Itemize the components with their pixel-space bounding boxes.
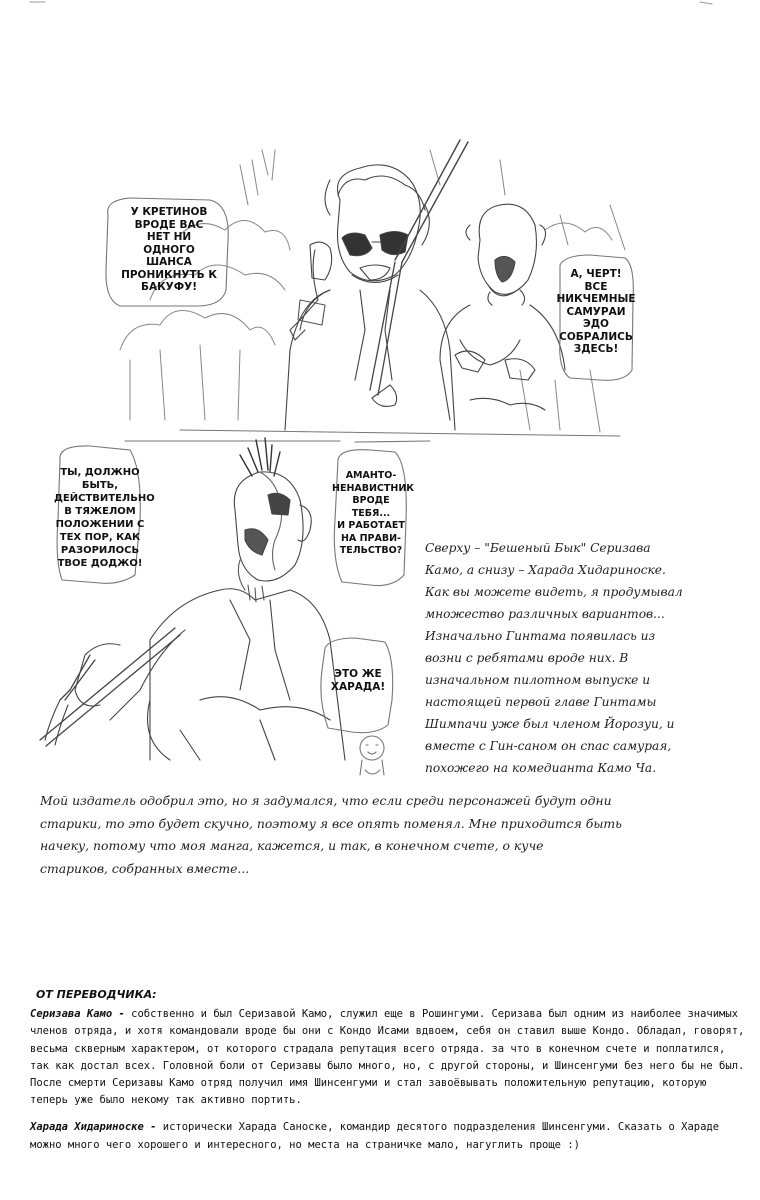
side-note-line: Камо, а снизу – Харада Хидариноске. (425, 563, 666, 577)
panel1-bubble-left (110, 206, 228, 294)
bubble-line: ЭДО (583, 318, 609, 330)
bubble-line: АМАНТО- (345, 470, 397, 481)
side-note-line: вместе с Гин-саном он спас самурая, (425, 739, 672, 753)
bubble-line: ПОЛОЖЕНИИ С (55, 519, 145, 530)
panel2-bubble-small (322, 668, 394, 693)
note-body: исторически Харада Саноске, командир десятого подразделения Шинсенгуми. Сказать о Хараде можно много чего хорошего и интересного, но места на страничке мало, нагуглить проще :) (30, 1121, 720, 1151)
bubble-line: ТЕБЯ... (351, 507, 391, 519)
side-note-line: настоящей первой главе Гинтамы (425, 695, 657, 709)
panel1-bubble-right (556, 268, 636, 356)
side-note-line: Шимпачи уже был членом Йорозуи, и (425, 717, 675, 731)
side-note-line: Как вы можете видеть, я продумывал (425, 585, 683, 599)
chibi-doodle (360, 736, 384, 775)
bubble-line: ТВОЕ ДОДЖО! (57, 558, 143, 569)
note-body: собственно и был Серизавой Камо, служил еще в Рошингуми. Серизава был одним из наиболее значимых членов отряда, и хотя командовали вроде бы они с Кондо Исами вдвоем, себя он ставил выше Кондо. Обладал, говорят, весьма скверным характером, от которого страдала репутация всего отряда. за что в конечном счете и поплатился, так как достал всех. Головной боли от Серизавы было много, но, с другой стороны, и Шинсенгуми без него бы не был. После смерти Серизавы Камо отряд получил имя Шинсенгуми и стал завоёвывать положительную репутацию, которую теперь уже было некому так активно портить. (30, 1008, 745, 1107)
bubble-line: ПРОНИКНУТЬ К (121, 268, 217, 281)
translator-note-harada (30, 1119, 750, 1153)
translator-notes (30, 986, 750, 1164)
bubble-line: ТЕЛЬСТВО? (339, 545, 403, 556)
bubble-line: САМУРАИ (566, 305, 626, 318)
side-note-line: возни с ребятами вроде них. В (425, 651, 629, 665)
panel1-character-serizawa (285, 140, 468, 430)
bubble-line: ХАРАДА! (330, 680, 386, 693)
note-term: Харада Хидариноске - (30, 1121, 157, 1134)
side-note-line: изначальном пилотном выпуске и (425, 673, 651, 687)
bubble-line: И РАБОТАЕТ (337, 520, 405, 531)
note-term: Серизава Камо - (30, 1008, 125, 1021)
translator-note-serizawa (30, 1006, 750, 1109)
bubble-line: НИКЧЕМНЫЕ (556, 293, 636, 305)
side-note-line: множество различных вариантов... (425, 607, 665, 621)
panel1-character-harada (440, 204, 565, 420)
bubble-line: ВРОДЕ (352, 495, 390, 506)
bubble-line: НЕТ НИ (146, 231, 192, 243)
bubble-line: ТЫ, ДОЛЖНО (60, 467, 140, 478)
panel2-bubble-mid (332, 470, 415, 558)
bubble-line: НЕНАВИСТНИК (332, 482, 415, 494)
bubble-line: СОБРАЛИСЬ (559, 330, 633, 343)
bubble-line: РАЗОРИЛОСЬ (60, 545, 140, 556)
side-note-line: Сверху – "Бешеный Бык" Серизава (425, 541, 651, 555)
author-bottom-note (40, 790, 755, 880)
translator-notes-heading: ОТ ПЕРЕВОДЧИКА: (36, 988, 157, 1001)
panel2-bubble-left (54, 466, 155, 570)
bottom-note-line: начеку, потому что моя манга, кажется, и так, в конечном счете, о куче (40, 838, 544, 853)
author-side-note (425, 537, 755, 779)
bubble-line: А, ЧЕРТ! (570, 268, 622, 280)
bubble-line: БЫТЬ, (81, 480, 119, 491)
bubble-line: У КРЕТИНОВ (130, 206, 208, 218)
bubble-line: БАКУФУ! (140, 281, 198, 293)
bubble-line: ТЕХ ПОР, КАК (59, 532, 141, 543)
bubble-line: ВРОДЕ ВАС (134, 218, 204, 231)
bubble-line: НА ПРАВИ- (340, 532, 401, 544)
bubble-line: ЭТО ЖЕ (334, 668, 382, 680)
bubble-line: ДЕЙСТВИТЕЛЬНО (54, 493, 155, 504)
bubble-line: ШАНСА (146, 256, 192, 268)
bubble-line: В ТЯЖЕЛОМ (64, 506, 136, 517)
side-note-line: Изначально Гинтама появилась из (425, 629, 656, 643)
bubble-line: ВСЕ (584, 280, 608, 293)
bubble-line: ОДНОГО (143, 243, 195, 256)
bottom-note-line: стариков, собранных вместе... (40, 860, 250, 876)
bottom-note-line: Мой издатель одобрил это, но я задумался, что если среди персонажей будут одни (40, 793, 612, 808)
bubble-line: ЗДЕСЬ! (573, 343, 619, 355)
side-note-line: похожего на комедианта Камо Ча. (425, 761, 657, 775)
bottom-note-line: старики, то это будет скучно, поэтому я все опять поменял. Мне приходится быть (40, 815, 622, 831)
